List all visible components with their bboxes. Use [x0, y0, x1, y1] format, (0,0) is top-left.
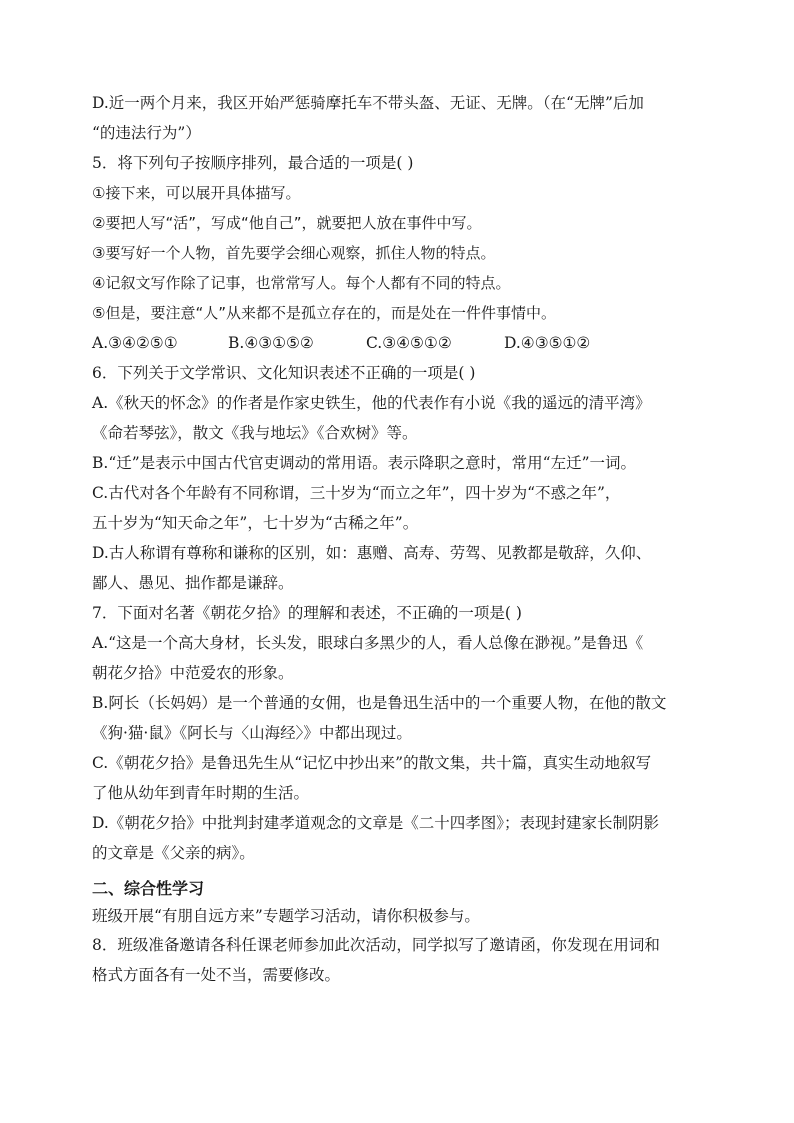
q5-options	[92, 328, 712, 358]
q5-sentence-5: ⑤但是，要注意“人”从来都不是孤立存在的，而是处在一件件事情中。	[92, 304, 556, 322]
section-2-intro: 班级开展“有朋自远方来”专题学习活动，请你积极参与。	[92, 907, 480, 925]
section-2-title: 二、综合性学习	[92, 879, 205, 898]
q6-option-c-line1: C.古代对各个年龄有不同称谓，三十岁为“而立之年”，四十岁为“不惑之年”，	[92, 484, 621, 502]
q6-option-c-line2: 五十岁为“知天命之年”，七十岁为“古稀之年”。	[92, 514, 419, 532]
q7-option-c-line1: C.《朝花夕拾》是鲁迅先生从“记忆中抄出来”的散文集，共十篇，真实生动地叙写	[92, 754, 652, 772]
q4-option-d-line1: D.近一两个月来，我区开始严惩骑摩托车不带头盔、无证、无牌。（在“无牌”后加	[92, 94, 644, 112]
q7-option-c-line2: 了他从幼年到青年时期的生活。	[92, 784, 310, 802]
q6-option-a-line1: A.《秋天的怀念》的作者是作家史铁生，他的代表作有小说《我的遥远的清平湾》	[92, 394, 651, 412]
q5-sentence-3: ③要写好一个人物，首先要学会细心观察，抓住人物的特点。	[92, 244, 496, 262]
q7-option-b-line1: B.阿长（长妈妈）是一个普通的女佣，也是鲁迅生活中的一个重要人物，在他的散文	[92, 694, 667, 712]
q8-line2: 格式方面各有一处不当，需要修改。	[92, 966, 341, 984]
q6-stem: 6．下列关于文学常识、文化知识表述不正确的一项是( )	[92, 364, 476, 382]
document-page	[92, 88, 712, 990]
q5-option-a: A.③④②⑤①	[92, 334, 178, 352]
q7-option-a-line2: 朝花夕拾》中范爱农的形象。	[92, 664, 294, 682]
q5-sentence-2: ②要把人写“活”，写成“他自己”，就要把人放在事件中写。	[92, 214, 482, 232]
q7-option-a-line1: A.“这是一个高大身材，长头发，眼球白多黑少的人，看人总像在渺视。”是鲁迅《	[92, 634, 644, 652]
q4-option-d-line2: “的违法行为”）	[92, 124, 201, 142]
q6-option-a-line2: 《命若琴弦》，散文《我与地坛》《合欢树》等。	[92, 424, 418, 442]
q5-option-c: C.③④⑤①②	[366, 334, 452, 352]
q7-option-b-line2: 《狗·猫·鼠》《阿长与〈山海经〉》中都出现过。	[92, 724, 412, 742]
q6-option-b: B.“迁”是表示中国古代官吏调动的常用语。表示降职之意时，常用“左迁”一词。	[92, 454, 637, 472]
q7-option-d-line2: 的文章是《父亲的病》。	[92, 844, 255, 862]
q5-sentence-1: ①接下来，可以展开具体描写。	[92, 184, 301, 202]
q6-option-d-line1: D.古人称谓有尊称和谦称的区别，如：惠赠、高寿、劳驾、见教都是敬辞，久仰、	[92, 544, 652, 562]
q8-line1: 8．班级准备邀请各科任课老师参加此次活动，同学拟写了邀请函，你发现在用词和	[92, 936, 660, 954]
q5-option-d: D.④③⑤①②	[504, 334, 591, 352]
q5-sentence-4: ④记叙文写作除了记事，也常常写人。每个人都有不同的特点。	[92, 274, 511, 292]
q7-stem: 7．下面对名著《朝花夕拾》的理解和表述，不正确的一项是( )	[92, 604, 522, 622]
q5-option-b: B.④③①⑤②	[228, 334, 314, 352]
q5-stem: 5．将下列句子按顺序排列，最合适的一项是( )	[92, 154, 414, 172]
q7-option-d-line1: D.《朝花夕拾》中批判封建孝道观念的文章是《二十四孝图》；表现封建家长制阴影	[92, 814, 660, 832]
q6-option-d-line2: 鄙人、愚见、拙作都是谦辞。	[92, 574, 294, 592]
